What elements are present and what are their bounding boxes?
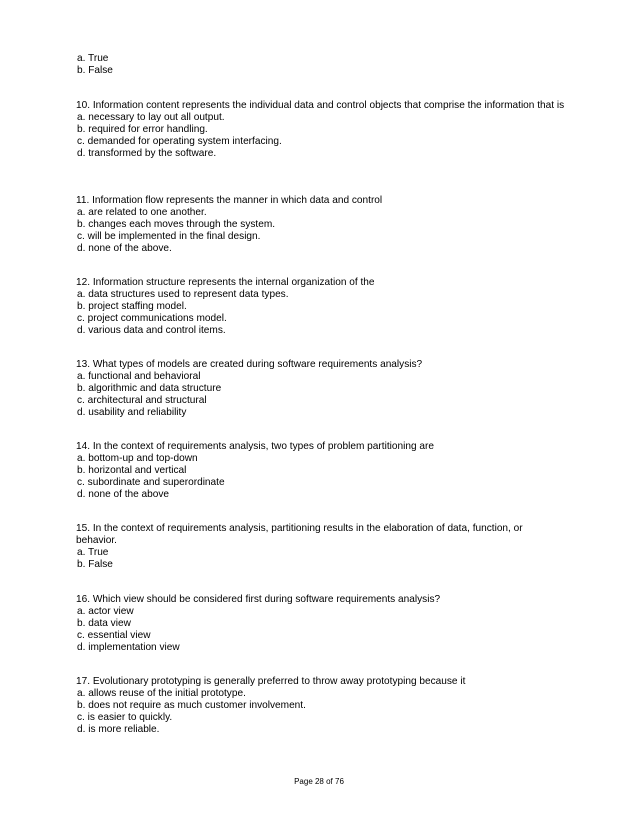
option-a: a. are related to one another. [77,207,207,218]
option-a: a. necessary to lay out all output. [77,112,225,123]
question-14 [76,441,566,501]
question-17 [76,676,566,736]
question-10 [76,100,566,160]
option-c: c. essential view [77,630,151,641]
option-b: b. data view [77,618,131,629]
question-text: 15. In the context of requirements analysis, partitioning results in the elaboration of data, function, or behavior. [76,523,523,546]
option-d: d. none of the above [77,489,170,500]
option-b: b. False [77,559,113,570]
option-a: a. True [77,53,109,64]
option-c: c. will be implemented in the final design. [77,231,261,242]
question-text: 17. Evolutionary prototyping is generally preferred to throw away prototyping because it [76,676,466,687]
question-9-continued [76,53,566,77]
option-d: d. is more reliable. [77,724,160,735]
option-a: a. True [77,547,109,558]
question-12 [76,277,566,337]
option-b: b. project staffing model. [77,301,187,312]
option-a: a. functional and behavioral [77,371,201,382]
option-b: b. algorithmic and data structure [77,383,222,394]
option-d: d. transformed by the software. [77,148,217,159]
option-b: b. horizontal and vertical [77,465,187,476]
question-16 [76,594,566,654]
option-a: a. data structures used to represent data types. [77,289,289,300]
option-d: d. usability and reliability [77,407,187,418]
question-11 [76,195,566,255]
option-c: c. project communications model. [77,313,227,324]
option-b: b. does not require as much customer involvement. [77,700,306,711]
option-a: a. bottom-up and top-down [77,453,198,464]
question-text: 14. In the context of requirements analysis, two types of problem partitioning are [76,441,434,452]
question-13 [76,359,566,419]
option-b: b. False [77,65,113,76]
question-text: 12. Information structure represents the internal organization of the [76,277,375,288]
question-text: 10. Information content represents the individual data and control objects that comprise the information that is [76,100,565,111]
option-d: d. none of the above. [77,243,172,254]
option-d: d. various data and control items. [77,325,226,336]
option-c: c. is easier to quickly. [77,712,173,723]
option-d: d. implementation view [77,642,180,653]
question-15 [76,523,566,571]
option-c: c. subordinate and superordinate [77,477,225,488]
option-a: a. allows reuse of the initial prototype. [77,688,246,699]
question-text: 16. Which view should be considered first during software requirements analysis? [76,594,441,605]
option-c: c. architectural and structural [77,395,207,406]
question-text: 13. What types of models are created during software requirements analysis? [76,359,423,370]
option-c: c. demanded for operating system interfacing. [77,136,282,147]
option-a: a. actor view [77,606,134,617]
question-text: 11. Information flow represents the manner in which data and control [76,195,383,206]
option-b: b. changes each moves through the system. [77,219,276,230]
option-b: b. required for error handling. [77,124,208,135]
page-number: Page 28 of 76 [294,777,344,786]
